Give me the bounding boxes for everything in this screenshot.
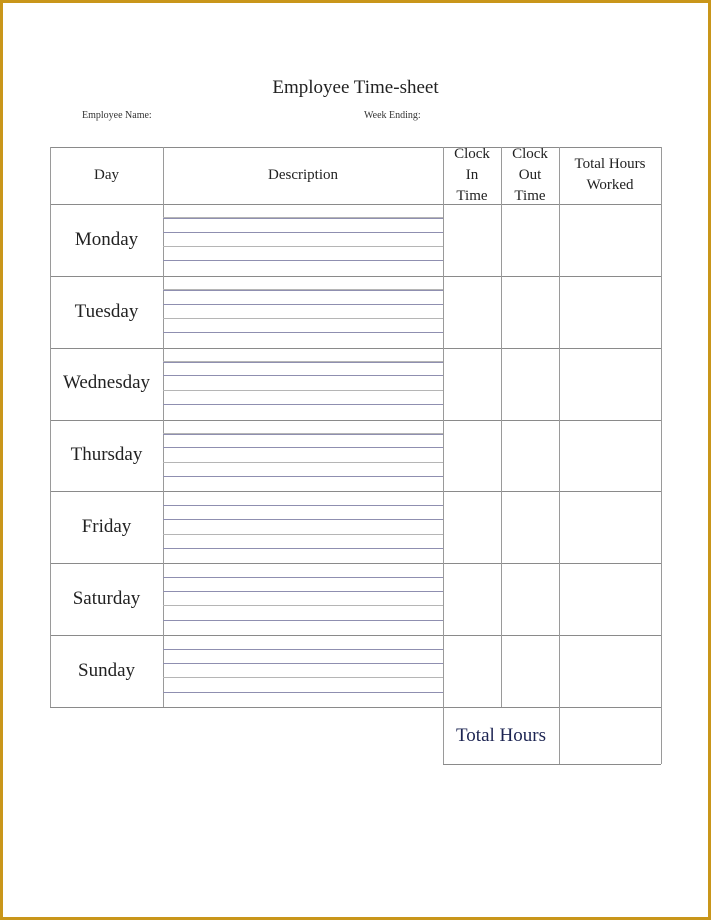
column-line [443,147,444,707]
footer-line [559,707,560,764]
description-rule-line [163,218,443,219]
description-rule-line [163,434,443,435]
row-separator [50,707,661,708]
header-clock-in [443,147,501,204]
timesheet-table [50,146,661,746]
description-rule-line [163,462,443,463]
header-description: Description [268,167,338,183]
header-clock-in-line-3: Time [456,188,488,204]
description-rule-line [163,476,443,477]
header-total-hours-worked [559,147,661,204]
description-rule-line [163,663,443,664]
footer-line [443,707,444,764]
column-line [50,147,51,707]
description-rule-line [163,232,443,233]
day-label: Sunday [78,660,135,681]
description-rule-line [163,577,443,578]
row-separator [50,348,661,349]
description-rule-line [163,447,443,448]
description-rule-line [163,649,443,650]
description-rule-line [163,362,443,363]
row-separator [50,635,661,636]
description-rule-line [163,304,443,305]
header-clock-out-line-2: Out [518,167,542,183]
page-title: Employee Time-sheet [272,77,439,98]
day-label: Wednesday [62,372,151,393]
description-rule-line [163,246,443,247]
description-rule-line [163,692,443,693]
header-total-line-1: Total Hours [574,156,646,172]
row-separator [50,563,661,564]
total-hours-label: Total Hours [456,724,546,746]
header-clock-out [501,147,559,204]
header-total-line-2: Worked [586,177,634,193]
description-rule-line [163,591,443,592]
header-clock-in-line-2: In [465,167,479,183]
description-rule-line [163,605,443,606]
header-clock-out-line-3: Time [514,188,546,204]
day-label: Monday [74,229,139,250]
column-line [661,147,662,707]
description-rule-line [163,677,443,678]
footer-line [661,707,662,764]
header-bottom-border [50,204,661,205]
footer-bottom-border [443,764,661,765]
header-clock-out-line-1: Clock [512,146,548,162]
table-top-border [50,147,661,148]
row-separator [50,276,661,277]
description-rule-line [163,290,443,291]
day-label: Tuesday [74,301,139,322]
description-rule-line [163,519,443,520]
description-rule-line [163,318,443,319]
description-rule-line [163,375,443,376]
week-ending-label: Week Ending: [364,110,421,121]
row-separator [50,491,661,492]
description-rule-line [163,404,443,405]
day-label: Saturday [72,588,141,609]
header-clock-in-line-1: Clock [454,146,490,162]
row-separator [50,420,661,421]
description-rule-line [163,260,443,261]
description-rule-line [163,505,443,506]
description-rule-line [163,390,443,391]
header-day: Day [94,167,119,183]
description-rule-line [163,332,443,333]
day-label: Thursday [70,444,143,465]
employee-name-label: Employee Name: [82,110,152,121]
day-label: Friday [81,516,132,537]
column-line [559,147,560,707]
column-line [501,147,502,707]
description-rule-line [163,620,443,621]
description-rule-line [163,534,443,535]
description-rule-line [163,548,443,549]
